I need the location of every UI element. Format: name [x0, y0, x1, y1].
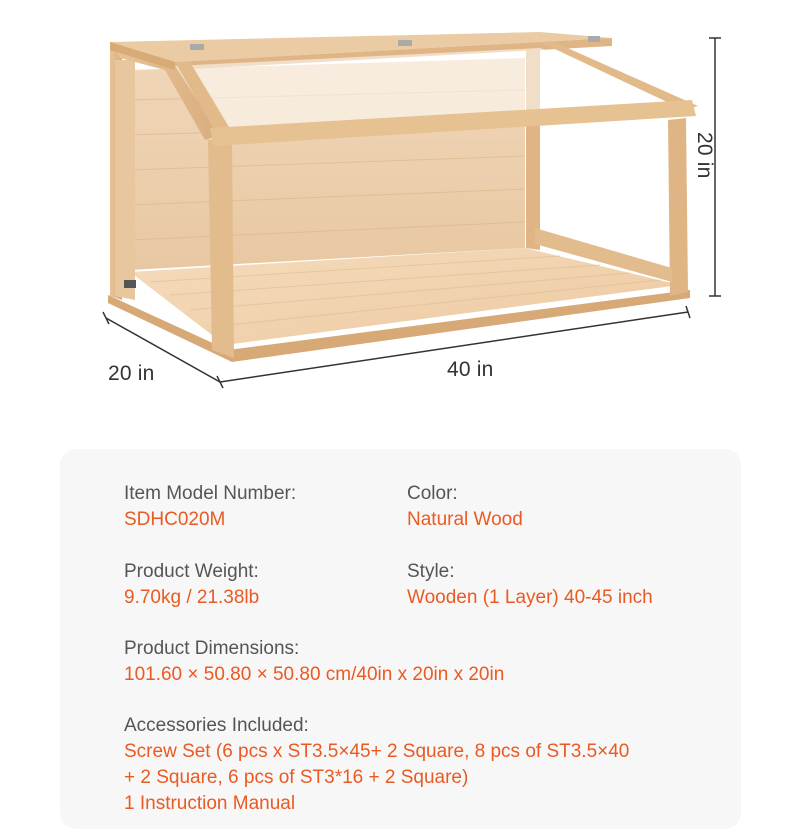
style-spec [407, 559, 653, 611]
color-label: Color: [407, 483, 458, 504]
hinge-icon [398, 40, 412, 46]
front-left-post [208, 140, 234, 358]
color-spec [407, 481, 523, 533]
dimensions-spec [124, 636, 744, 688]
model-number-label: Item Model Number: [124, 483, 297, 504]
weight-value: 9.70kg / 21.38lb [124, 587, 260, 608]
hinge-icon [588, 36, 600, 42]
brand-label-icon [124, 280, 136, 288]
accessories-label: Accessories Included: [124, 715, 309, 736]
depth-dimension-label: 20 in [108, 362, 155, 385]
dimensions-label: Product Dimensions: [124, 638, 300, 659]
style-label: Style: [407, 561, 455, 582]
accessories-line-3: 1 Instruction Manual [124, 793, 296, 814]
length-dimension-label: 40 in [447, 358, 494, 381]
dimensions-value: 101.60 × 50.80 × 50.80 cm/40in x 20in x 20in [124, 664, 505, 685]
weight-label: Product Weight: [124, 561, 259, 582]
accessories-line-2: + 2 Square, 6 pcs of ST3*16 + 2 Square) [124, 767, 469, 788]
color-value: Natural Wood [407, 509, 523, 530]
hinge-icon [190, 44, 204, 50]
accessories-spec [124, 713, 744, 817]
accessories-line-1: Screw Set (6 pcs x ST3.5×45+ 2 Square, 8 pcs of ST3.5×40 [124, 741, 630, 762]
model-number-spec [124, 481, 296, 533]
weight-spec [124, 559, 259, 611]
style-value: Wooden (1 Layer) 40-45 inch [407, 587, 653, 608]
height-dimension-label: 20 in [693, 132, 716, 179]
model-number-value: SDHC020M [124, 509, 226, 530]
